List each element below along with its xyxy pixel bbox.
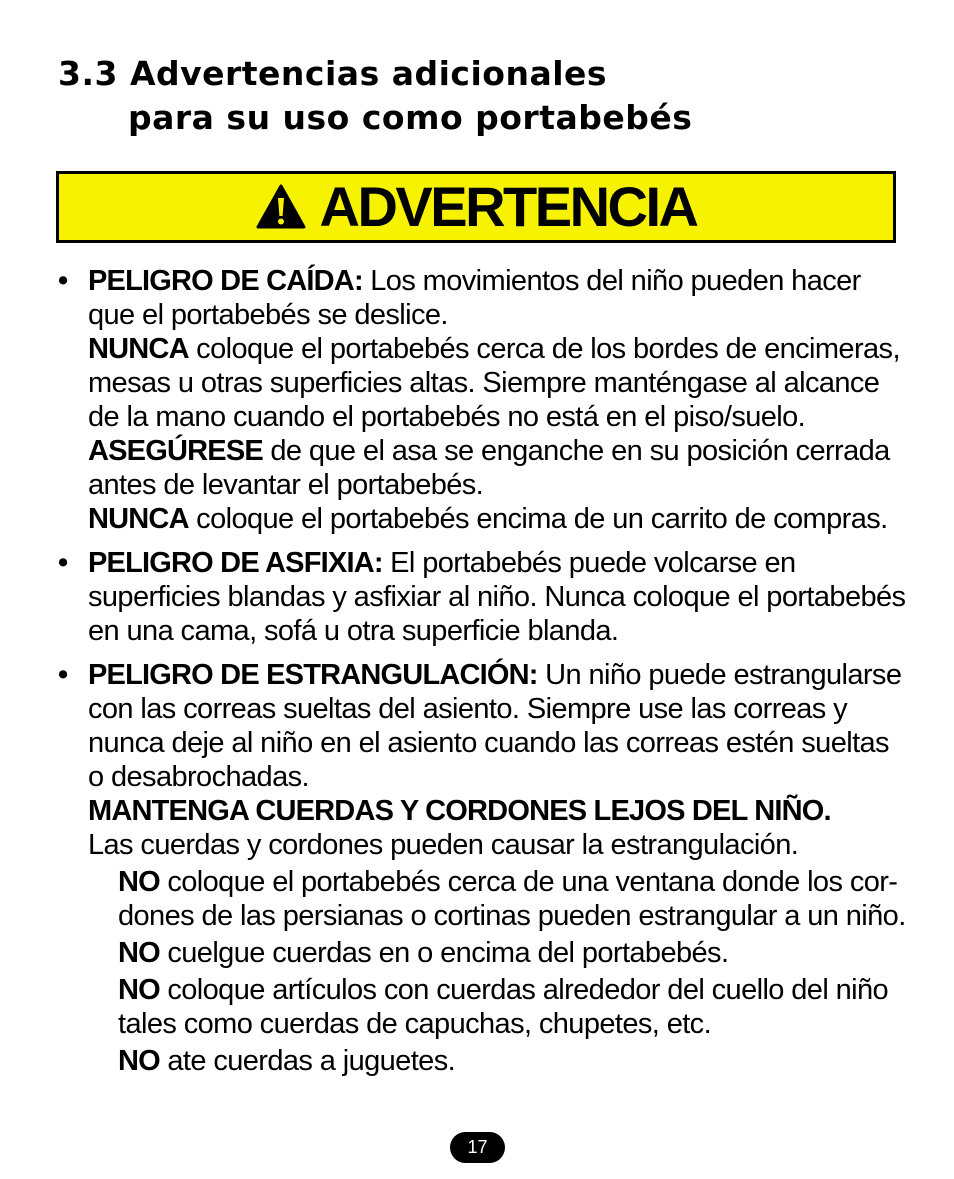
- ensure-handle-label: ASEGÚRESE: [88, 435, 263, 467]
- warning-content: [58, 264, 908, 1088]
- ensure-handle-paragraph: [88, 434, 908, 502]
- no-hang-text: cuelgue cuerdas en o encima del portabebés.: [159, 937, 729, 969]
- no-window-label: NO: [118, 866, 160, 898]
- no-toys-text: ate cuerdas a juguetes.: [159, 1045, 456, 1077]
- keep-cords-paragraph: [88, 794, 908, 862]
- no-neck-label: NO: [118, 974, 160, 1006]
- warning-banner: [56, 171, 896, 243]
- never-edges-text: coloque el portabebés cerca de los bordes de encimeras, mesas u otras superficies altas. Siempre manténgase al alcance de la mano cuando el portabebés no está en el piso/suelo.: [88, 333, 900, 433]
- no-window-text: coloque el portabebés cerca de una ventana donde los cor-dones de las persianas o cortinas pueden estrangular a un niño.: [118, 866, 906, 932]
- no-hang-paragraph: [118, 936, 908, 970]
- no-neck-paragraph: [118, 973, 908, 1041]
- bullet: •: [58, 265, 68, 297]
- list-item-strangulation-hazard: [58, 658, 908, 1078]
- section-heading: [58, 52, 692, 140]
- fall-hazard-paragraph: [88, 264, 908, 332]
- fall-hazard-text: Los movimientos del niño pueden hacer que el portabebés se deslice.: [88, 265, 861, 331]
- never-cart-paragraph: [88, 502, 908, 536]
- strangulation-text: Un niño puede estrangularse con las correas sueltas del asiento. Siempre use las correas y nunca deje al niño en el asiento cuando las correas estén sueltas o desabrochadas.: [88, 659, 902, 793]
- bullet: •: [58, 547, 68, 579]
- section-title-line1: 3.3 Advertencias adicionales: [58, 54, 608, 93]
- list-item-fall-hazard: [58, 264, 908, 536]
- no-toys-paragraph: [118, 1044, 908, 1078]
- cords-sublist: [88, 865, 908, 1078]
- section-title-line2: para su uso como portabebés: [128, 98, 693, 137]
- never-edges-label: NUNCA: [88, 333, 189, 365]
- ensure-handle-text: de que el asa se enganche en su posición cerrada antes de levantar el portabebés.: [88, 435, 890, 501]
- strangulation-label: PELIGRO DE ESTRANGULACIÓN:: [88, 659, 538, 691]
- warning-triangle-icon: [256, 184, 306, 230]
- list-item-suffocation-hazard: [58, 546, 908, 648]
- fall-hazard-label: PELIGRO DE CAÍDA:: [88, 265, 363, 297]
- suffocation-paragraph: [88, 546, 908, 648]
- no-hang-label: NO: [118, 937, 160, 969]
- strangulation-paragraph: [88, 658, 908, 794]
- bullet: •: [58, 659, 68, 691]
- keep-cords-label: MANTENGA CUERDAS Y CORDONES LEJOS DEL NIÑO.: [88, 795, 831, 827]
- suffocation-text: El portabebés puede volcarse en superficies blandas y asfixiar al niño. Nunca coloque el portabebés en una cama, sofá u otra superficie blanda.: [88, 547, 906, 647]
- warning-banner-title: ADVERTENCIA: [319, 175, 697, 238]
- suffocation-label: PELIGRO DE ASFIXIA:: [88, 547, 383, 579]
- never-cart-label: NUNCA: [88, 503, 189, 535]
- no-neck-text: coloque artículos con cuerdas alrededor del cuello del niño tales como cuerdas de capuchas, chupetes, etc.: [118, 974, 889, 1040]
- never-edges-paragraph: [88, 332, 908, 434]
- never-cart-text: coloque el portabebés encima de un carrito de compras.: [188, 503, 888, 535]
- keep-cords-text: Las cuerdas y cordones pueden causar la estrangulación.: [88, 829, 799, 861]
- no-window-paragraph: [118, 865, 908, 933]
- page-number: 17: [450, 1132, 505, 1163]
- no-toys-label: NO: [118, 1045, 160, 1077]
